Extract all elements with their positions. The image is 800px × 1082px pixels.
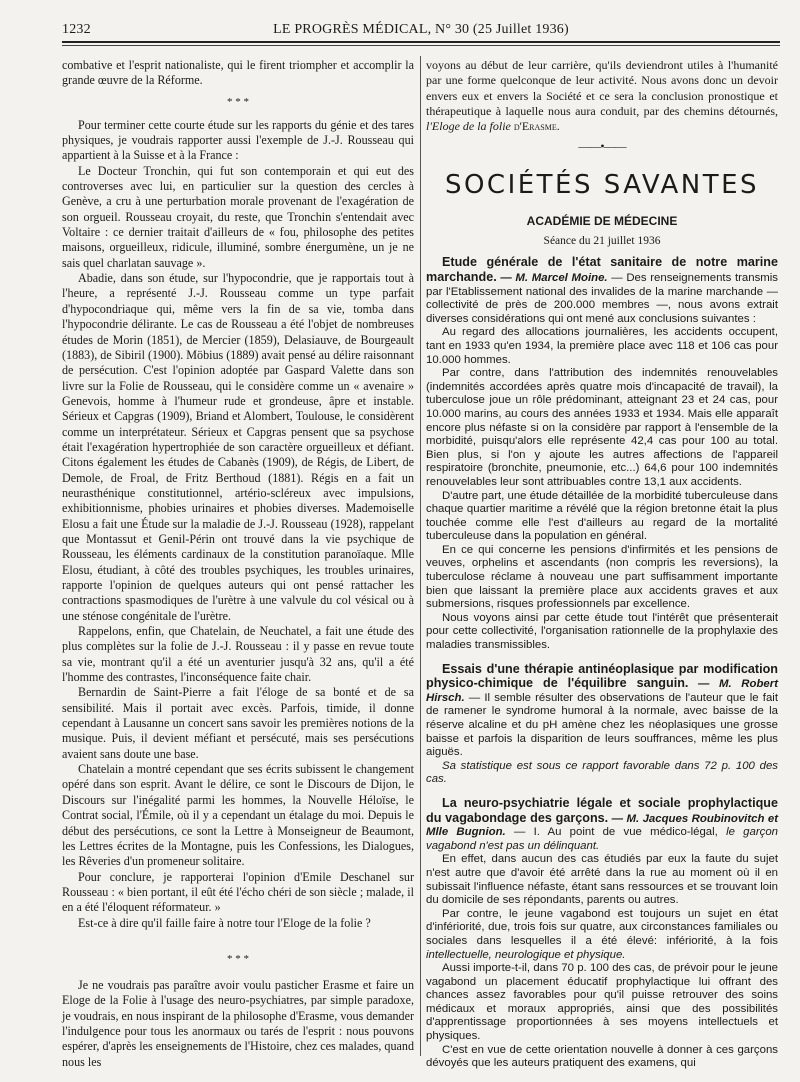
paragraph: Je ne voudrais pas paraître avoir voulu pasticher Erasme et faire un Eloge de la Folie à l'usage des neuro-psychiatres, par simple paradoxe, je voudrais, en nous inspirant de la philosophe d'Erasme, vous demander l'indulgence pour tous les anormaux ou tarés de l'esprit : nous pouvons espérer, d'après les enseignements de l'Histoire, chez ces malades, quand nous les: [62, 977, 414, 1069]
italic-title: l'Eloge de la folie: [426, 119, 511, 134]
paragraph: Par contre, dans l'attribution des indemnités renouvelables (indemnités accordées après quatre mois d'incapacité de travail), la tuberculose joue un rôle prédominant, atteignant 23 et 24 cas, pour 10.000 marins, au cours des années 1933 et 1934. Mais elle apparaît encore plus néfaste si on la considère par rapport à l'ensemble de la morbidité, puisqu'alors elle représente 42,4 cas pour 100 au total. Bien plus, si l'on y ajoute les autres affections de l'appareil respiratoire (bronchite, pneumonie, etc...) 64,6 pour 100 indemnités renouvelables leur sont attribuables contre 13,1 aux accidents.: [426, 367, 778, 488]
column-divider: [420, 56, 421, 1056]
paragraph: En ce qui concerne les pensions d'infirmités et les pensions de veuves, orphelins et ascendants (non compris les reversions), la tuberculose réclame à nouveau une part suffisamment importante bien que laissant la première place aux accidents graves et aux submersions, risques professionnels par excellence.: [426, 543, 778, 611]
paragraph-end: d'Erasme.: [513, 119, 560, 134]
paragraph: Rappelons, enfin, que Chatelain, de Neuchatel, a fait une étude des plus complètes sur la folie de J.-J. Rousseau : il y passe en revue toute sa vie, montrant qu'il a été un aventurier jusqu'à 32 ans, qu'il a été l'homme des contrastes, l'inconséquence faite chair.: [62, 624, 414, 685]
italic-text: le garçon vagabond n'est pas un délinquant.: [426, 826, 779, 852]
ornament-separator: ——•——: [578, 138, 626, 153]
article-text: — I. Au point de vue médico-légal,: [505, 826, 727, 839]
paragraph: D'autre part, une étude détaillée de la morbidité tuberculeuse dans chaque quartier maritime a révélé que la région bretonne était la plus touchée comme elle l'est d'ailleurs au regard de la mortalité tuberculeuse dans la population en général.: [426, 489, 778, 543]
session-date: Séance du 21 juillet 1936: [543, 235, 661, 248]
paragraph-text: Par contre, le jeune vagabond est toujours un sujet en état d'infériorité, due, trois fois sur quatre, aux circonstances familiales ou sociales dans lesquelles il a été élevé: infériorité, à la fois: [426, 907, 778, 947]
section-stars: * * *: [227, 95, 249, 108]
paragraph: Abadie, dans son étude, sur l'hypocondrie, que je rapportais tout à l'heure, a représenté J.-J. Rousseau comme un type parfait d'hypocondriaque qui, même vers la fin de sa vie, tomba dans l'hypocondrie délirante. Le cas de Rousseau a été l'objet de nombreuses études de Morin (1851), de Mercier (1859), Delasiauve, de Bourgeault (1883), de Sibiril (1900). Möbius (1889) avait pensé au délire raisonnant de persécution. C'est l'opinion adoptée par Gaspard Valette dans son livre sur la Folie de Rousseau, qui le considère comme un « avenaire » Genevois, homme à l'humeur rude et grondeuse, âpre et instable. Sérieux et Capgras (1909), Briand et Alombert, Toulouse, le considèrent comme un interprétateur. Sérieux et Capgras pensent que sa psychose était l'exagération hypertrophiée de son caractère orgueilleux et défiant. Citons également les études de Cabanès (1909), de Régis, de Libert, de Demole, de Froal, de Fritz Berthoud (1881). Régis en a fait un neurasthénique constitutionnel, artério-scléreux avec impulsions, exhibitionnisme, phobies urinaires et phobies diverses. Mademoiselle Elosu a fait une Étude sur la maladie de J.-J. Rousseau (1928), rappelant que Montassut et Genil-Périn ont trouvé dans la vie psychique de Rousseau, les éléments cardinaux de la constitution paranoïaque. Mlle Elosu, étudiant, à côté des troubles psychiques, les troubles urinaires, rapporte l'opinion de quelques auteurs qui ont pensé rattacher les contractions spasmodiques de l'urètre à une valvule du col vésical ou à une sténose congénitale de l'urètre.: [62, 271, 414, 623]
article-title: La neuro-psychiatrie légale et sociale prophylactique du vagabondage des garçons.: [426, 795, 778, 825]
article-text: — Des renseignements transmis par l'Etablissement national des invalides de la marine marchande — collectivité de près de 200.000 membres —, nous avons extrait diverses considérations qui ont mené aux conclusions suivantes :: [426, 272, 778, 325]
header-rule-thin: [62, 45, 780, 46]
paragraph: Au regard des allocations journalières, les accidents occupent, tant en 1933 qu'en 1934, la première place avec 118 et 106 cas pour 10.000 hommes.: [426, 326, 778, 366]
section-title: SOCIÉTÉS SAVANTES: [444, 170, 760, 201]
article-author: — M. Robert Hirsch.: [426, 678, 778, 704]
article-title: Essais d'une thérapie antinéoplasique par modification physico-chimique de l'équilibre sanguin.: [426, 661, 778, 691]
page-number: 1232: [62, 22, 91, 37]
paragraph: Pour conclure, je rapporterai l'opinion d'Emile Deschanel sur Rousseau : « bien portant, il eût été l'écho chéri de son siècle ; malade, il en a été l'éloquent réformateur. »: [62, 869, 414, 915]
article-intro: [426, 256, 778, 326]
paragraph: [426, 760, 778, 787]
paragraph: Aussi importe-t-il, dans 70 p. 100 des cas, de prévoir pour le jeune vagabond un placement éducatif prophylactique lui offrant des chances assez favorables pour qu'il puisse retrouver des soins médicaux et moraux appropriés, ainsi que des possibilités d'apprentissage proportionnées à ses moyens intellectuels et physiques.: [426, 962, 778, 1043]
paragraph: Nous voyons ainsi par cette étude tout l'intérêt que présenterait pour cette collectivité, l'organisation rationnelle de la prophylaxie des maladies transmissibles.: [426, 611, 778, 652]
article-marine: [426, 256, 778, 652]
running-header: [62, 20, 780, 40]
paragraph-text: voyons au début de leur carrière, qu'ils deviendront utiles à l'humanité par une forme quelconque de leur activité. Nous avons donc un devoir envers eux et envers la Société et ce sera la conclusion pronostique et thérapeutique à laquelle nous aura conduit, par des chemins détournés,: [426, 58, 778, 119]
header-rule: [62, 41, 780, 43]
paragraph: En effet, dans aucun des cas étudiés par eux la faute du sujet n'est autre que d'avoir été arrêté dans la rue au moment où il en subissait l'influence néfaste, étant sans ressources et se trouvant loin du domicile de ses répondants, parents ou autres.: [426, 853, 778, 907]
journal-title: LE PROGRÈS MÉDICAL, N° 30 (25 Juillet 1936): [273, 22, 569, 37]
paragraph: [426, 58, 778, 135]
paragraph: [426, 908, 778, 962]
article-title: Etude générale de l'état sanitaire de notre marine marchande.: [426, 255, 778, 284]
italic-text: Sa statistique est sous ce rapport favorable dans 72 p. 100 des cas.: [426, 759, 778, 786]
article-intro: [426, 797, 778, 853]
article-vagabondage: [426, 797, 778, 1071]
article-author: — M. Marcel Moine.: [496, 272, 608, 284]
left-column: [62, 58, 414, 1069]
paragraph: Est-ce à dire qu'il faille faire à notre tour l'Eloge de la folie ?: [78, 915, 371, 930]
article-intro: [426, 663, 778, 760]
paragraph: Pour terminer cette courte étude sur les rapports du génie et des tares physiques, je voudrais rapporter aussi l'exemple de J.-J. Rousseau qui appartient à la Suisse et à la France :: [62, 117, 414, 163]
article-therapie: [426, 663, 778, 787]
paragraph: C'est en vue de cette orientation nouvelle à donner à ces garçons dévoyés que les auteurs pratiquent des examens, qui: [426, 1043, 778, 1070]
article-author: — M. Jacques Roubinovitch et Mlle Bugnion.: [426, 812, 778, 839]
paragraph: Le Docteur Tronchin, qui fut son contemporain et qui eut des controverses avec lui, en particulier sur la question des cercles à Genève, a cru à une perturbation morale provenant de l'exagération de son orgueil. Rousseau croyait, du reste, que Tronchin s'entendait avec Voltaire : ce dernier traitait d'ailleurs de « fou, philosophe des petites maisons, orgueilleux, ridicule, illuminé, sombre énergumène, un je ne sais quel charlatan sauvage ».: [62, 163, 414, 270]
section-stars: * * *: [227, 952, 249, 965]
right-column: [426, 58, 779, 1070]
paragraph: Bernardin de Saint-Pierre a fait l'éloge de sa bonté et de sa sensibilité. Mais il portait avec excès. Parfois, timide, il donne cependant à Lausanne un concert sans savoir les premières notions de la musique. Puis, il devient méfiant et persécuté, mais ses persécutions avaient sans doute une base.: [62, 685, 414, 761]
academy-heading: ACADÉMIE DE MÉDECINE: [526, 214, 678, 229]
paragraph: Chatelain a montré cependant que ses écrits subissent le changement opéré dans son esprit. Avant le délire, ce sont le Discours de Dijon, le Discours sur l'inégalité parmi les hommes, la Nouvelle Héloïse, le Contrat social, l'Émile, où il y a cependant un étalage du moi. Depuis le début des persécutions, ce sont la Lettre à Monseigneur de Beaumont, les Lettres écrites de la Montagne, puis les Confessions, les Dialogues, les Rêveries d'un promeneur solitaire.: [62, 762, 414, 869]
article-text: — Il semble résulter des observations de l'auteur que le fait de ramener le syndrome humoral à la normale, avec baisse de la réserve alcaline et du pH amène chez les néoplasiques une grosse baisse et parfois la disparition de leurs souffrances, même les plus aiguës.: [426, 691, 778, 759]
italic-text: intellectuelle, neurologique et physique.: [426, 948, 626, 961]
paragraph: combative et l'esprit nationaliste, qui le firent triompher et accomplir la grande œuvre de la Réforme.: [62, 58, 414, 88]
